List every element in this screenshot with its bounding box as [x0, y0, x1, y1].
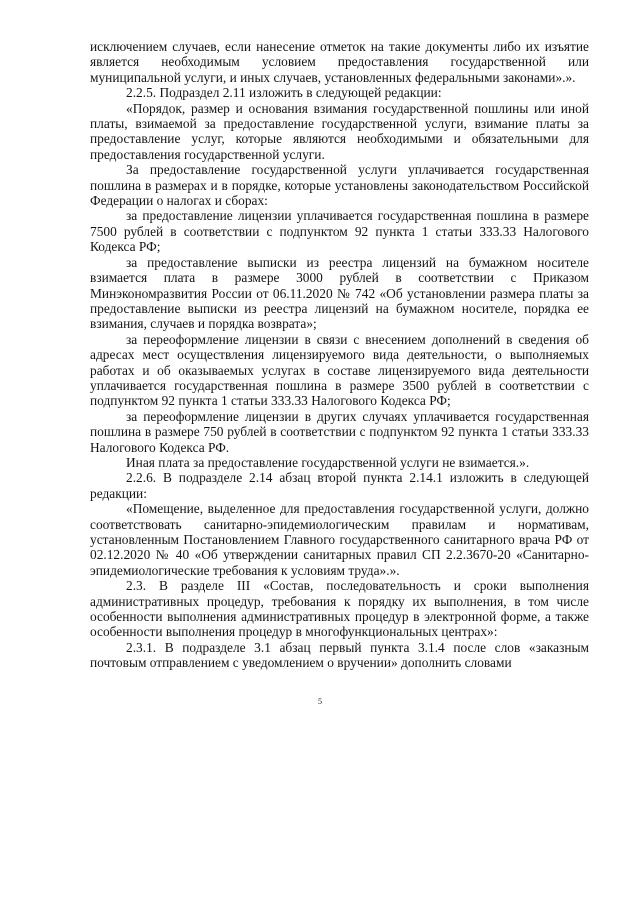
paragraph-11: «Помещение, выделенное для предоставления государственной услуги, должно соответствовать санитарно-эпидемиологическим правилам и нормативам, установленным Постановлением Главного государственного санитарного врача РФ от 02.12.2020 № 40 «Об утверждении санитарных правил СП 2.2.3670-20 «Санитарно-эпидемиологические требования к условиям труда».». [90, 501, 589, 578]
paragraph-8: за переоформление лицензии в других случаях уплачивается государственная пошлина в размере 750 рублей в соответствии с подпунктом 92 пункта 1 статьи 333.33 Налогового Кодекса РФ. [90, 408, 589, 455]
paragraph-5: за предоставление лицензии уплачивается государственная пошлина в размере 7500 рублей в соответствии с подпунктом 92 пункта 1 статьи 333.33 Налогового Кодекса РФ; [90, 208, 589, 255]
paragraph-12: 2.3. В разделе III «Состав, последовательность и сроки выполнения административных процедур, требования к порядку их выполнения, в том числе особенности выполнения административных процедур в электронной форме, а также особенности выполнения процедур в многофункциональных центрах»: [90, 578, 589, 640]
paragraph-3: «Порядок, размер и основания взимания государственной пошлины или иной платы, взимаемой за предоставление государственной услуги, взимание платы за предоставление услуг, которые являются необходимыми и обязательными для предоставления государственной услуги. [90, 100, 589, 162]
paragraph-4: За предоставление государственной услуги уплачивается государственная пошлина в размерах и в порядке, которые установлены законодательством Российской Федерации о налогах и сборах: [90, 162, 589, 209]
paragraph-13: 2.3.1. В подразделе 3.1 абзац первый пункта 3.1.4 после слов «заказным почтовым отправлением с уведомлением о вручении» дополнить словами [90, 639, 589, 671]
paragraph-9: Иная плата за предоставление государственной услуги не взимается.». [126, 454, 530, 470]
document-body [90, 39, 589, 671]
paragraph-6: за предоставление выписки из реестра лицензий на бумажном носителе взимается плата в размере 3000 рублей в соответствии с Приказом Минэкономразвития России от 06.11.2020 № 742 «Об установлении размера платы за предоставление выписки из реестра лицензий на бумажном носителе, порядка ее взимания, случаев и порядка возврата»; [90, 254, 589, 332]
paragraph-10: 2.2.6. В подразделе 2.14 абзац второй пункта 2.14.1 изложить в следующей редакции: [90, 470, 589, 501]
paragraph-2: 2.2.5. Подраздел 2.11 изложить в следующей редакции: [126, 85, 442, 101]
paragraph-7: за переоформление лицензии в связи с внесением дополнений в сведения об адресах мест осуществления лицензируемого вида деятельности, о выполняемых работах и об оказываемых услугах в составе лицензируемого вида деятельности уплачивается государственная пошлина в размере 3500 рублей в соответствии с подпунктом 92 пункта 1 статьи 333.33 Налогового Кодекса РФ; [90, 331, 589, 409]
page-number: 5 [318, 697, 322, 706]
paragraph-1: исключением случаев, если нанесение отметок на такие документы либо их изъятие является необходимым условием предоставления государственной или муниципальной услуги, и иных случаев, установленных федеральными законами».». [90, 39, 589, 85]
